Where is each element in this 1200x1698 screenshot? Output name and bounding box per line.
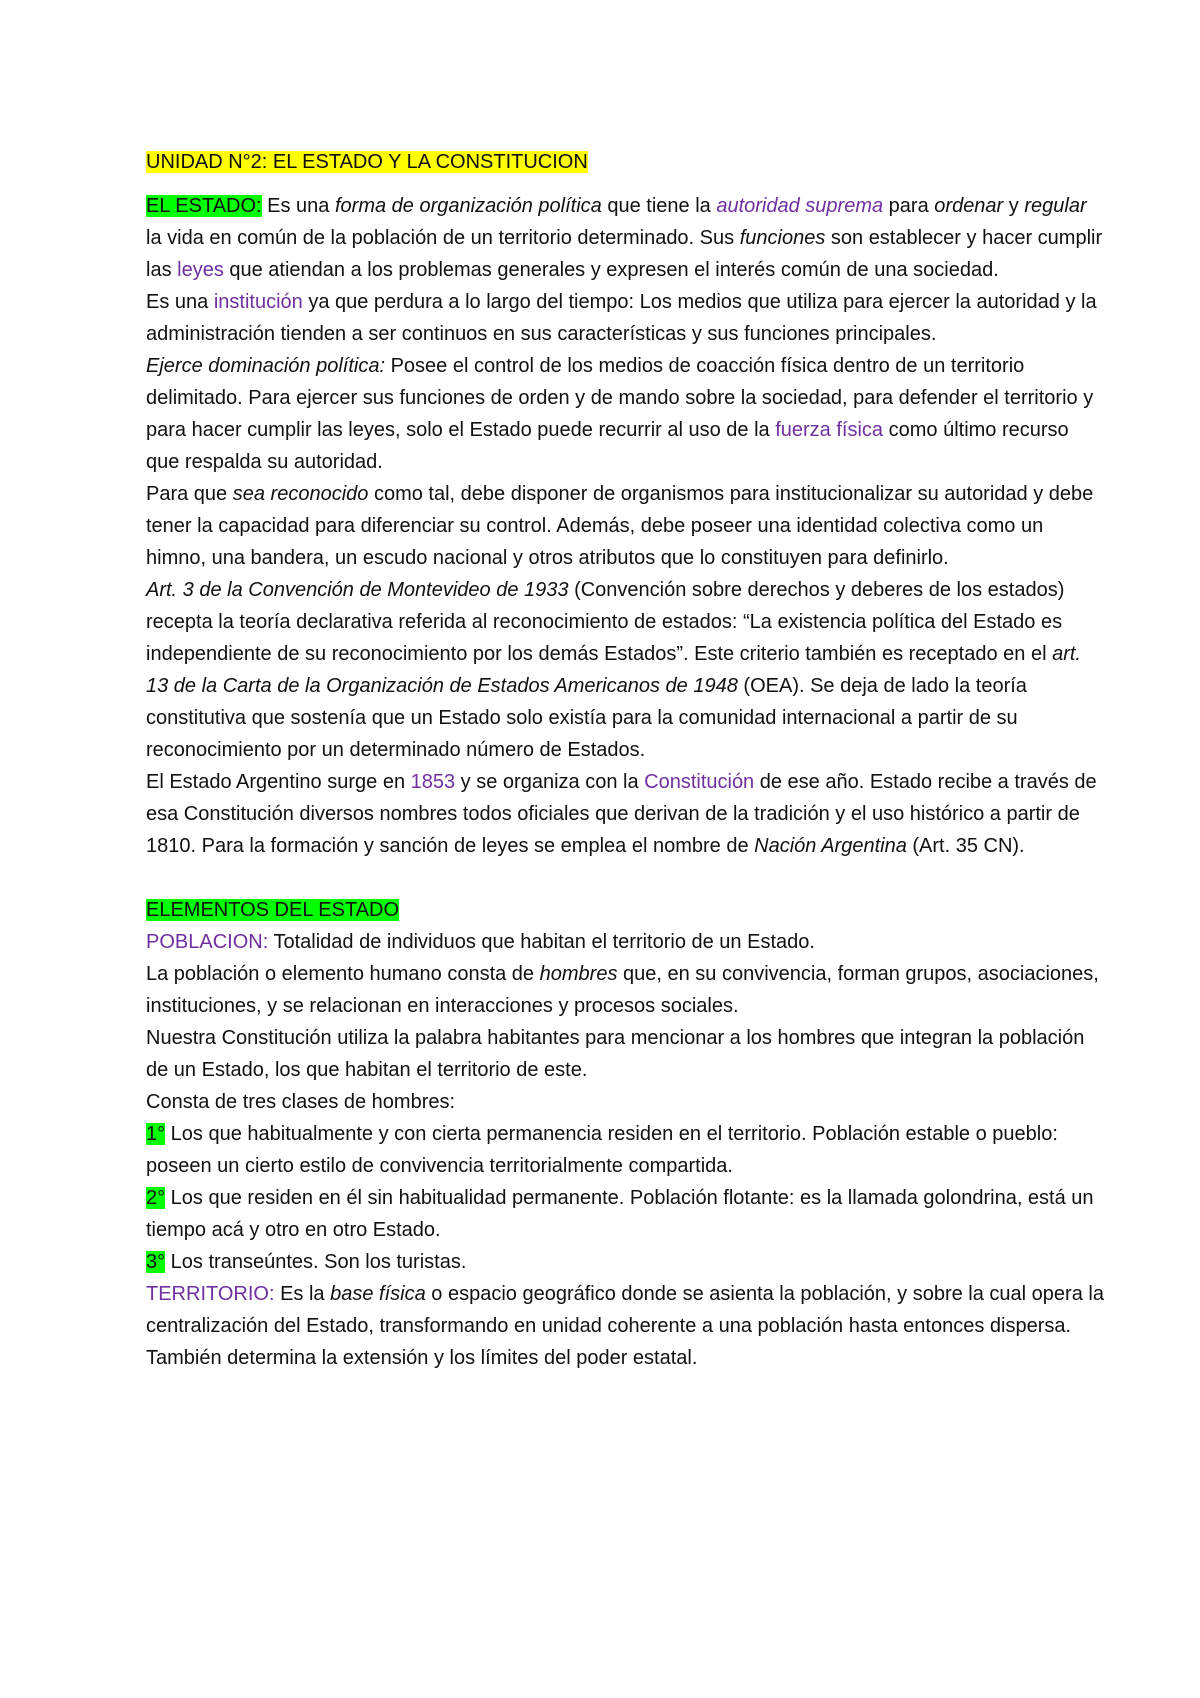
page-title [146, 146, 1106, 178]
text-run: la vida en común de la población de un territorio determinado. Sus [146, 227, 740, 249]
italic-citation: art. 13 de la Carta de la Organización de Estados Americanos de 1948 [146, 643, 1081, 697]
keyword-autoridad-suprema: autoridad suprema [716, 195, 884, 217]
poblacion-paragraph-hombres [146, 958, 1106, 1022]
text-run: La población o elemento humano consta de [146, 963, 540, 985]
italic-term: forma de organización política [334, 195, 602, 217]
estado-paragraph-dominacion [146, 350, 1106, 478]
text-run: Es una [261, 195, 335, 217]
poblacion-paragraph-habitantes: Nuestra Constitución utiliza la palabra habitantes para mencionar a los hombres que integran la población de un Estado, los que habitan el territorio de este. [146, 1027, 1085, 1081]
text-run: o espacio geográfico donde se asienta la población, y sobre la cual opera la centralización del Estado, transformando en unidad coherente a una población hasta entonces dispersa. También determina la extensión y los límites del poder estatal. [146, 1283, 1104, 1369]
clase-number: 1° [146, 1123, 166, 1145]
clase-number: 3° [146, 1251, 166, 1273]
estado-paragraph-argentino [146, 766, 1106, 862]
keyword-constitucion: Constitución [644, 771, 755, 793]
text-run: para [883, 195, 935, 217]
text-run: son establecer y hacer cumplir las [146, 227, 1103, 281]
italic-term: ordenar [934, 195, 1004, 217]
keyword-fuerza-fisica: fuerza física [775, 419, 884, 441]
clase-item-2 [146, 1182, 1106, 1246]
clase-number: 2° [146, 1187, 166, 1209]
text-run: Los transeúntes. Son los turistas. [165, 1251, 467, 1273]
italic-term: regular [1024, 195, 1087, 217]
spacer [146, 178, 1106, 190]
text-run: como último recurso que respalda su autoridad. [146, 419, 1069, 473]
text-run: que, en su convivencia, forman grupos, asociaciones, instituciones, y se relacionan en interacciones y procesos sociales. [146, 963, 1099, 1017]
text-run: (Art. 35 CN). [906, 835, 1025, 857]
text-run: que atiendan a los problemas generales y expresen el interés común de una sociedad. [223, 259, 999, 281]
text-run: ya que perdura a lo largo del tiempo: Los medios que utiliza para ejercer la autoridad y la administración tienden a ser continuos en sus características y sus funciones principales. [146, 291, 1097, 345]
italic-term: Ejerce dominación política: [146, 355, 386, 377]
poblacion-label: POBLACION: [146, 931, 269, 953]
text-run: y se organiza con la [455, 771, 645, 793]
title-highlight: UNIDAD N°2: EL ESTADO Y LA CONSTITUCION [146, 151, 588, 173]
territorio-definition [146, 1278, 1106, 1374]
text-run: Es la [274, 1283, 331, 1305]
text-run: Para que [146, 483, 233, 505]
spacer [146, 862, 1106, 894]
estado-paragraph-definition [146, 190, 1106, 286]
estado-paragraph-montevideo [146, 574, 1106, 766]
italic-term: funciones [739, 227, 826, 249]
text-run: (OEA). Se deja de lado la teoría constitutiva que sostenía que un Estado solo existía para la comunidad internacional a partir de su reconocimiento por un determinado número de Estados. [146, 675, 1027, 761]
keyword-institucion: institución [213, 291, 303, 313]
clase-item-1 [146, 1118, 1106, 1182]
italic-term: sea reconocido [232, 483, 369, 505]
estado-paragraph-reconocimiento [146, 478, 1106, 574]
text-run: (Convención sobre derechos y deberes de los estados) recepta la teoría declarativa referida al reconocimiento de estados: “La existencia política del Estado es independiente de su reconocimiento por los demás Estados”. Este criterio también es receptado en el [146, 579, 1065, 665]
italic-term: Nación Argentina [754, 835, 907, 857]
text-run: y [1003, 195, 1025, 217]
estado-heading: EL ESTADO: [146, 195, 262, 217]
text-run: Los que residen en él sin habitualidad permanente. Población flotante: es la llamada golondrina, está un tiempo acá y otro en otro Estado. [146, 1187, 1094, 1241]
text-run: que tiene la [601, 195, 717, 217]
text-run: Los que habitualmente y con cierta permanencia residen en el territorio. Población estable o pueblo: poseen un cierto estilo de convivencia territorialmente compartida. [146, 1123, 1058, 1177]
poblacion-paragraph-clases: Consta de tres clases de hombres: [146, 1091, 456, 1113]
text-run: Es una [146, 291, 214, 313]
clase-item-3 [146, 1246, 1106, 1278]
elementos-heading: ELEMENTOS DEL ESTADO [146, 899, 400, 921]
text-run: como tal, debe disponer de organismos para institucionalizar su autoridad y debe tener la capacidad para diferenciar su control. Además, debe poseer una identidad colectiva como un himno, una bandera, un escudo nacional y otros atributos que lo constituyen para definirlo. [146, 483, 1094, 569]
italic-term: hombres [539, 963, 618, 985]
text-run: Totalidad de individuos que habitan el territorio de un Estado. [268, 931, 815, 953]
poblacion-definition [146, 926, 1106, 958]
text-run: Posee el control de los medios de coacción física dentro de un territorio delimitado. Para ejercer sus funciones de orden y de mando sobre la sociedad, para defender el territorio y para hacer cumplir las leyes, solo el Estado puede recurrir al uso de la [146, 355, 1094, 441]
estado-paragraph-institucion [146, 286, 1106, 350]
keyword-leyes: leyes [177, 259, 224, 281]
italic-term: base física [330, 1283, 426, 1305]
text-run: El Estado Argentino surge en [146, 771, 411, 793]
territorio-label: TERRITORIO: [146, 1283, 275, 1305]
elementos-heading-line [146, 894, 1106, 926]
text-run: de ese año. Estado recibe a través de esa Constitución diversos nombres todos oficiales que derivan de la tradición y el uso histórico a partir de 1810. Para la formación y sanción de leyes se emplea el nombre de [146, 771, 1097, 857]
keyword-1853: 1853 [410, 771, 456, 793]
document-page [146, 146, 1106, 1374]
italic-citation: Art. 3 de la Convención de Montevideo de 1933 [146, 579, 569, 601]
